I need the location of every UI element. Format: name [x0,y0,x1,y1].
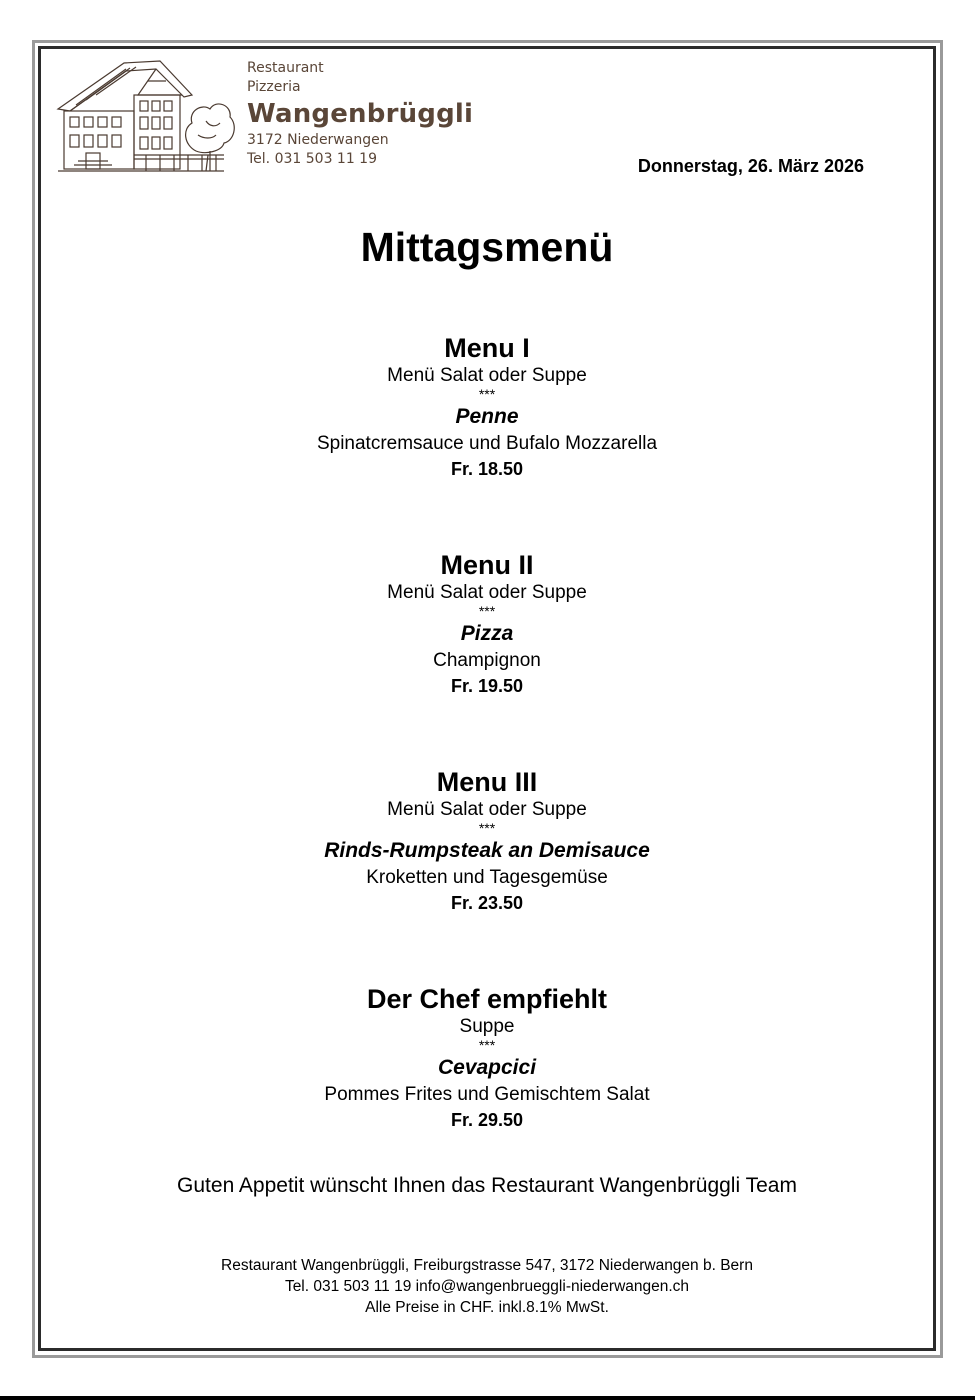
closing-message: Guten Appetit wünscht Ihnen das Restaurant Wangenbrüggli Team [177,1174,797,1197]
menu-separator: *** [478,386,496,402]
menu-block-3 [40,766,934,916]
footer-price-note: Alle Preise in CHF. inkl.8.1% MwSt. [365,1299,609,1316]
logo-phone: Tel. 031 503 11 19 [247,151,377,167]
logo-address: 3172 Niederwangen [247,132,389,148]
menu-date: Donnerstag, 26. März 2026 [637,156,864,176]
menu-dish: Penne [455,405,519,428]
menu-price: Fr. 29.50 [450,1110,524,1130]
restaurant-logo-text [247,59,473,169]
menu-description: Champignon [433,650,541,671]
logo-restaurant-name: Wangenbrüggli [247,99,474,129]
menu-block-1 [40,332,934,482]
page-title: Mittagsmenü [360,224,614,270]
menu-description: Spinatcremsauce und Bufalo Mozzarella [316,433,658,454]
footer-contact: Tel. 031 503 11 19 info@wangenbrueggli-niederwangen.ch [284,1278,690,1295]
bottom-divider [0,1396,975,1400]
menu-price: Fr. 18.50 [450,459,524,479]
menu-name: Menu III [436,767,538,797]
menu-separator: *** [478,1037,496,1053]
logo-line-pizzeria: Pizzeria [247,79,301,95]
menu-name: Menu I [444,333,530,363]
menu-description: Pommes Frites und Gemischtem Salat [324,1084,650,1105]
menu-separator: *** [478,603,496,619]
menu-dish: Pizza [460,622,514,645]
menu-description: Kroketten und Tagesgemüse [366,867,608,888]
menu-starter: Menü Salat oder Suppe [387,582,587,603]
menu-starter: Suppe [459,1016,515,1037]
menu-price: Fr. 23.50 [450,893,524,913]
menu-starter: Menü Salat oder Suppe [387,799,587,820]
menu-price: Fr. 19.50 [450,676,524,696]
restaurant-building-logo [56,55,236,177]
logo-line-restaurant: Restaurant [247,60,324,76]
footer [40,1255,934,1318]
menu-starter: Menü Salat oder Suppe [387,365,587,386]
menu-block-chef [40,983,934,1133]
menu-dish: Cevapcici [437,1056,537,1079]
menu-name: Menu II [440,550,534,580]
menu-separator: *** [478,820,496,836]
menu-block-2 [40,549,934,699]
menu-dish: Rinds-Rumpsteak an Demisauce [324,839,650,862]
footer-address: Restaurant Wangenbrüggli, Freiburgstrasse 547, 3172 Niederwangen b. Bern [221,1257,753,1274]
menu-name: Der Chef empfiehlt [366,984,608,1014]
